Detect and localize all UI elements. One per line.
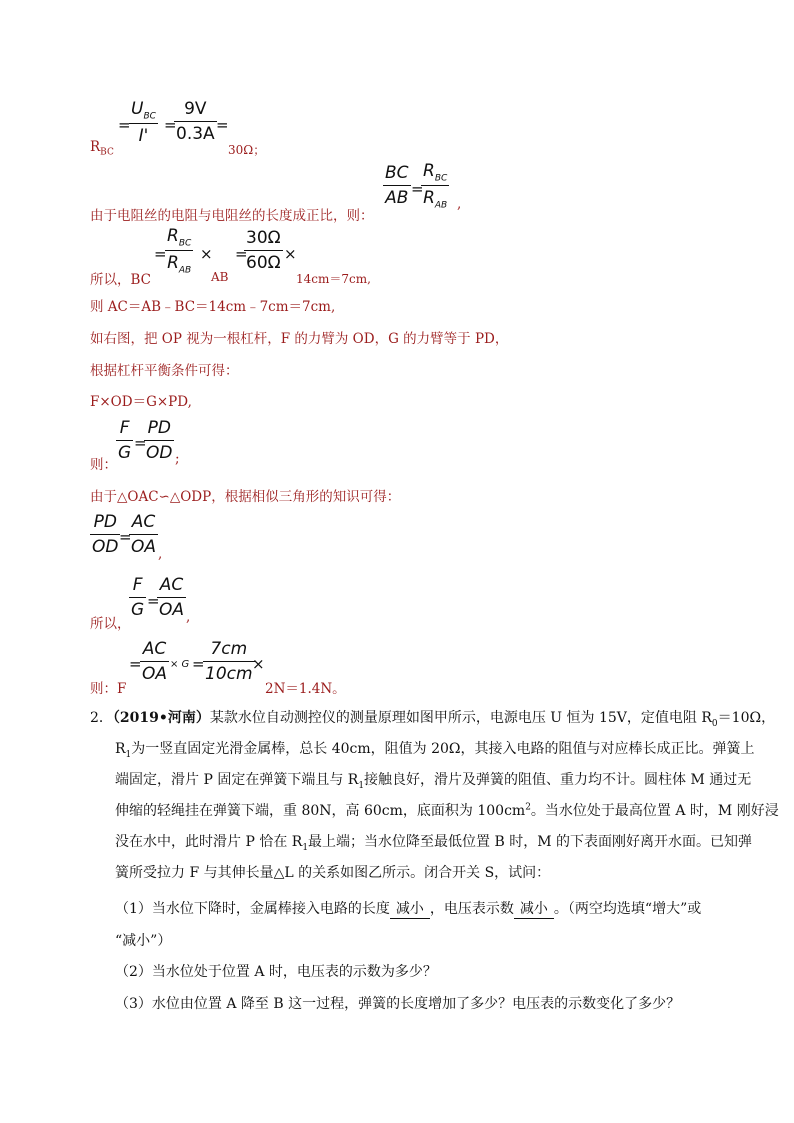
fraction-rbc-over-rab: $R_{BC}$ $R_{AB}$ [423,161,448,211]
sub-question-1-cont: “减小”） [115,933,172,949]
then-label: 则： [90,457,117,473]
then-f-label: 则：F [90,681,127,697]
equals-sign: = [154,245,167,263]
question-2-line-2: $R_1$为一竖直固定光滑金属棒，总长 40cm，阻值为 20Ω，其接入电路的阻值与对应棒长成正比。弹簧上 [115,741,755,760]
ab-label: AB [211,270,229,284]
fraction-bc-over-ab: $\frac{BC}{AB}$ [385,163,409,208]
so-bc-label: 所以，BC [90,272,152,288]
question-2-line-1: 2．（2019•河南）某款水位自动测控仪的测量原理如图甲所示，电源电压 U 恒为 15V，定值电阻 $R_0=10\Omega$， [90,710,776,729]
fraction-pd-over-od: $\frac{PD}{OD}$ [146,418,173,463]
fraction-30-over-60: $\frac{30\Omega}{60\Omega}$ [246,228,281,273]
sub-question-1: （1）当水位下降时，金属棒接入电路的长度 减小 ，电压表示数 减小 。（两空均选填“增大”或 [115,898,701,919]
balance-condition: 根据杠杆平衡条件可得： [90,363,239,379]
proportion-statement: 由于电阻丝的电阻与电阻丝的长度成正比，则： [90,208,374,224]
result-30-ohm: 30Ω； [228,143,266,157]
answer-blank-2: 减小 [514,898,554,919]
fraction-ubc-over-i: $U_{BC}$ I' [131,99,156,147]
so-label: 所以， [90,616,131,632]
comma: , [158,546,163,562]
times-sign: × [252,655,265,673]
comma: , [457,196,462,212]
equals-sign: = [411,180,424,198]
fraction-rbc-over-rab-2: $R_{BC}$ $R_{AB}$ [167,226,192,276]
equals-sign: = [235,245,248,263]
equals-sign: = [164,116,177,134]
equals-sign: = [134,434,147,452]
fraction-ac-over-oa-3: $\frac{AC}{OA}$ [142,639,168,684]
fraction-7cm-over-10cm: $\frac{7cm}{10cm}$ [205,639,253,684]
question-2-line-3: 端固定，滑片 P 固定在弹簧下端且与 $R_1$接触良好，滑片及弹簧的阻值、重力均不计。圆柱体 M 通过无 [115,772,752,791]
similar-triangles: 由于△OAC∽△ODP，根据相似三角形的知识可得： [90,489,401,505]
balance-equation: F×OD＝G×PD, [90,394,192,410]
final-result: 2N＝1.4N。 [265,681,346,697]
answer-blank-1: 减小 [390,898,430,919]
comma: , [186,609,191,625]
fraction-f-over-g: $\frac{F}{G}$ [118,418,132,463]
equals-sign: = [192,655,205,673]
times-sign: × [284,245,297,263]
equals-sign: = [118,116,131,134]
question-2-line-6: 簧所受拉力 F 与其伸长量△L 的关系如图乙所示。闭合开关 S，试问： [115,865,551,881]
rbc-label: $R_{BC}$ [90,139,114,158]
fraction-9v-over-03a: $\frac{9V}{0.3A}$ [176,99,215,144]
sub-question-3: （3）水位由位置 A 降至 B 这一过程，弹簧的长度增加了多少？电压表的示数变化了多少？ [115,996,681,1012]
question-2-line-5: 没在水中，此时滑片 P 恰在 $R_1$最上端；当水位降至最低位置 B 时，M 的下表面刚好离开水面。已知弹 [115,834,753,853]
lever-statement: 如右图，把 OP 视为一根杠杆，F 的力臂为 OD，G 的力臂等于 PD， [90,331,509,347]
equals-sign: = [147,592,160,610]
equals-sign: = [129,655,142,673]
question-2-line-4: 伸缩的轻绳挂在弹簧下端，重 80N，高 60cm，底面积为 $100cm^2$。当水位处于最高位置 A 时，M 刚好浸 [115,802,779,819]
equals-sign: = [216,116,229,134]
times-g: × G [170,659,190,670]
semicolon: ; [175,451,180,467]
fraction-ac-over-oa-2: $\frac{AC}{OA}$ [159,575,185,620]
equals-sign: = [119,528,132,546]
fraction-ac-over-oa: $\frac{AC}{OA}$ [131,512,157,557]
sub-question-2: （2）当水位处于位置 A 时，电压表的示数为多少？ [115,964,437,980]
result-7cm: 14cm＝7cm, [296,272,371,286]
fraction-f-over-g-2: $\frac{F}{G}$ [131,575,145,620]
times-sign: × [200,245,213,263]
fraction-pd-over-od-2: $\frac{PD}{OD}$ [92,512,119,557]
ac-calculation: 则 AC＝AB﹣BC＝14cm﹣7cm＝7cm, [90,299,336,315]
